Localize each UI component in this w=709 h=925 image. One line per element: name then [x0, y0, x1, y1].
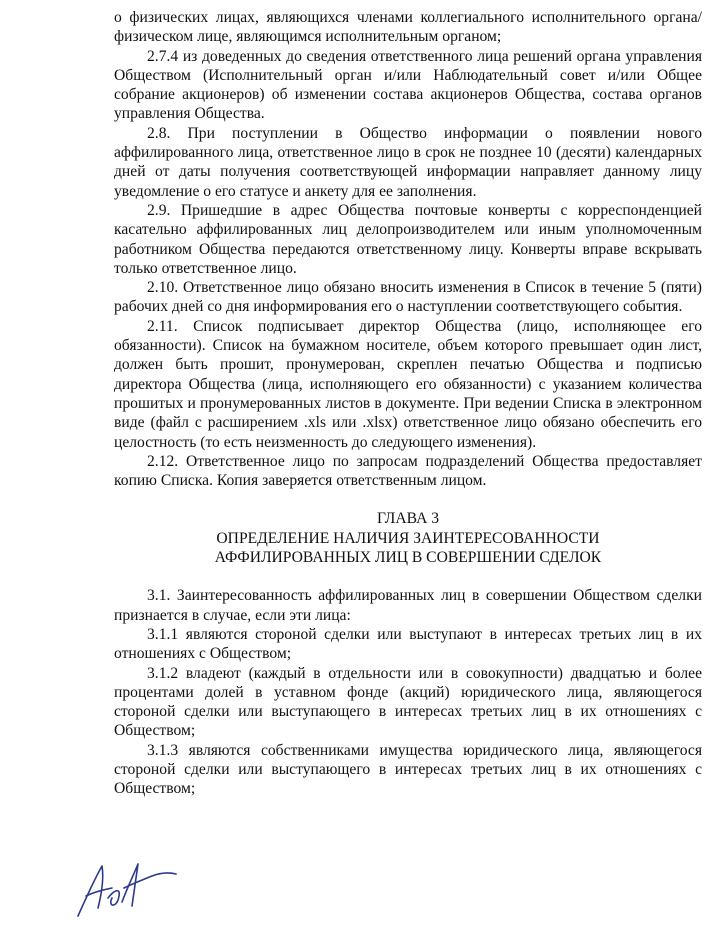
- paragraph-2-8: 2.8. При поступлении в Общество информации о появлении нового аффилированного лица, ответственное лицо в срок не позднее 10 (десяти) календарных дней от даты получения соответствующей информации направляет данному лицу уведомление о его статусе и анкету для ее заполнения.: [114, 124, 702, 200]
- paragraph-3-1-2: 3.1.2 владеют (каждый в отдельности или в совокупности) двадцатью и более процентами долей в уставном фонде (акций) юридического лица, являющегося стороной сделки или выступающего в интересах третьих лиц в их отношениях с Обществом;: [114, 664, 702, 740]
- paragraph-2-12: 2.12. Ответственное лицо по запросам подразделений Общества предоставляет копию Списка. Копия заверяется ответственным лицом.: [114, 452, 702, 490]
- handwritten-signature: [72, 858, 182, 920]
- paragraph-2-7-4: 2.7.4 из доведенных до сведения ответственного лица решений органа управления Обществом (Исполнительный орган и/или Наблюдательный совет и/или Общее собрание акционеров) об изменении состава акционеров Общества, состава органов управления Общества.: [114, 47, 702, 123]
- paragraph-3-1: 3.1. Заинтересованность аффилированных лиц в совершении Обществом сделки признается в случае, если эти лица:: [114, 587, 702, 624]
- document-page: [114, 8, 702, 799]
- paragraph-3-1-1: 3.1.1 являются стороной сделки или выступают в интересах третьих лиц в их отношениях с Обществом;: [114, 625, 702, 663]
- paragraph-2-11: 2.11. Список подписывает директор Общества (лицо, исполняющее его обязанности). Список на бумажном носителе, объем которого превышает один лист, должен быть прошит, пронумерован, скреплен печатью Общества и подписью директора Общества (лица, исполняющего его обязанности) с указанием количества прошитых и пронумерованных листов в документе. При ведении Списка в электронном виде (файл с расширением .xls или .xlsx) ответственное лицо обязано обеспечить его целостность (то есть неизменность до следующего изменения).: [114, 317, 702, 451]
- paragraph-3-1-3: 3.1.3 являются собственниками имущества юридического лица, являющегося стороной сделки или выступающего в интересах третьих лиц в их отношениях с Обществом;: [114, 741, 702, 798]
- chapter-number: ГЛАВА 3: [376, 510, 440, 528]
- chapter-title-line-1: ОПРЕДЕЛЕНИЕ НАЛИЧИЯ ЗАИНТЕРЕСОВАННОСТИ: [216, 529, 600, 547]
- paragraph-2-7-3-tail: о физических лицах, являющихся членами коллегиального исполнительного органа/физическом лице, являющимся исполнительным органом;: [114, 9, 702, 46]
- paragraph-2-10: 2.10. Ответственное лицо обязано вносить изменения в Список в течение 5 (пяти) рабочих дней со дня информирования его о наступлении соответствующего события.: [114, 279, 702, 316]
- chapter-title-line-2: АФФИЛИРОВАННЫХ ЛИЦ В СОВЕРШЕНИИ СДЕЛОК: [214, 549, 602, 567]
- paragraph-2-9: 2.9. Пришедшие в адрес Общества почтовые конверты с корреспонденцией касательно аффилированных лиц делопроизводителем или иным уполномоченным работником Общества передаются ответственному лицу. Конверты вправе вскрывать только ответственное лицо.: [114, 201, 702, 277]
